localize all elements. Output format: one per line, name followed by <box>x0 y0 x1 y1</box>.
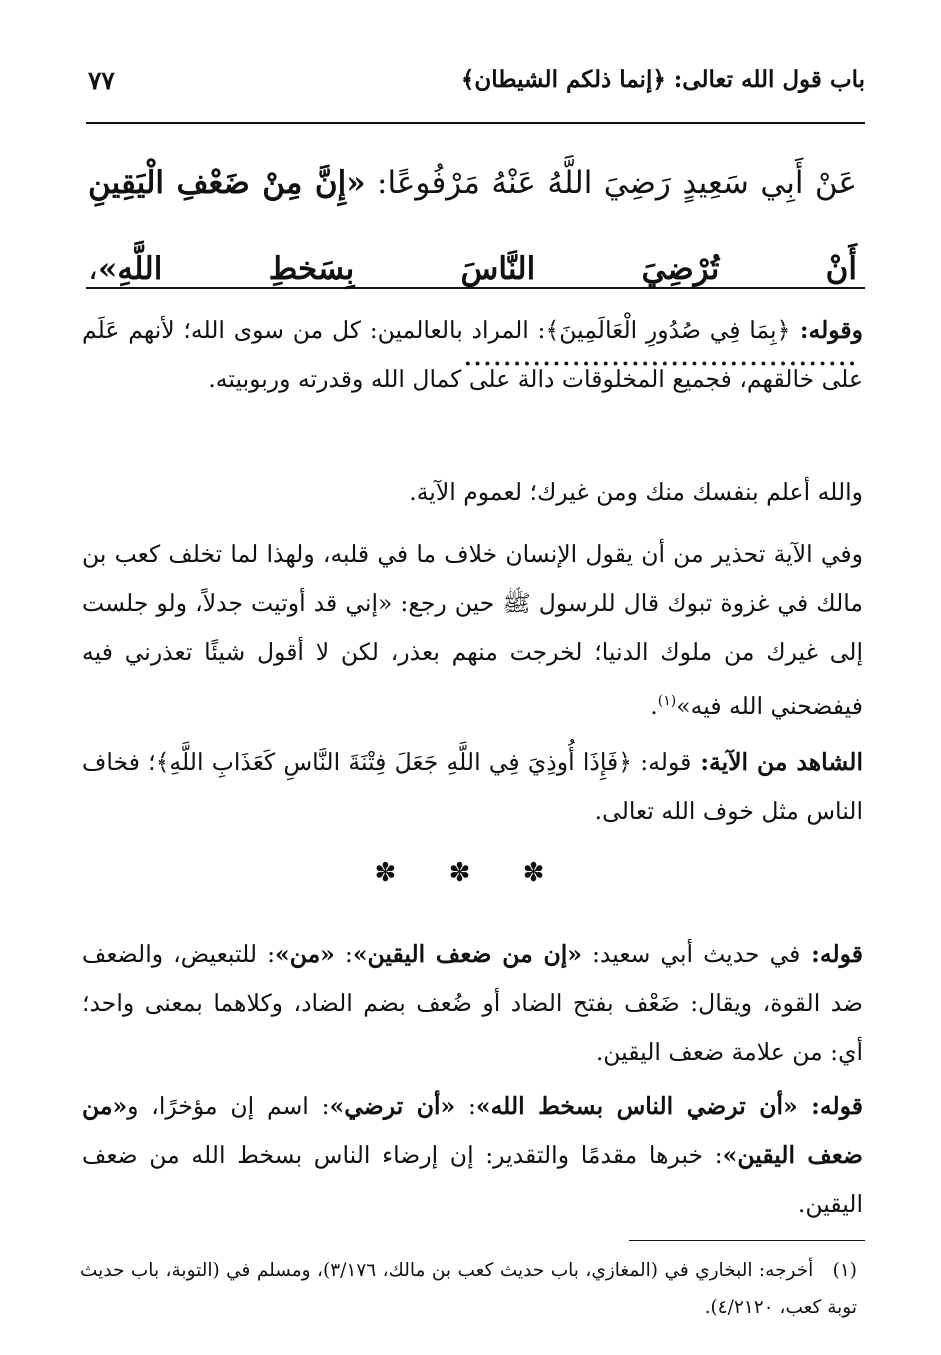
paragraph-6-e: «من ضعف اليقين» <box>82 1092 863 1169</box>
paragraph-6-c: «أن ترضي» <box>329 1092 456 1120</box>
footnote-text: أخرجه: البخاري في (المغازي، باب حديث كعب بن مالك، ٣/١٧٦)، ومسلم في (التوبة، باب حديث توبة كعب، ٤/٢١٢٠). <box>80 1260 857 1318</box>
paragraph-1 <box>82 306 863 404</box>
paragraph-6-f: : خبرها مقدمًا والتقدير: إن إرضاء الناس بسخط الله من ضعف اليقين. <box>82 1141 863 1218</box>
paragraph-4-text: قوله: ﴿فَإِذَا أُوذِيَ فِي اللَّهِ جَعَلَ فِتْنَةَ النَّاسِ كَعَذَابِ اللَّهِ﴾؛ فخاف الناس مثل خوف الله تعالى. <box>82 748 863 825</box>
paragraph-6-a: «أن ترضي الناس بسخط الله» <box>475 1092 798 1120</box>
hadith-quote: «إِنَّ مِنْ ضَعْفِ الْيَقِينِ أَنْ تُرْضِيَ النَّاسَ بِسَخطِ اللَّهِ» <box>88 165 857 287</box>
page-header <box>88 66 865 110</box>
paragraph-6-b: : <box>455 1092 476 1120</box>
footnote <box>80 1252 857 1326</box>
paragraph-6-lead: قوله: <box>797 1092 863 1120</box>
paragraph-3-text: وفي الآية تحذير من أن يقول الإنسان خلاف ما في قلبه، ولهذا لما تخلف كعب بن مالك في غزوة تبوك قال للرسول ﷺ حين رجع: «إني قد أوتيت جدلاً، ولو جلست إلى غيرك من ملوك الدنيا؛ لخرجت منهم بعذر، لكن لا أقول شيئًا تعذرني فيه فيفضحني الله فيه» <box>82 540 863 720</box>
paragraph-2-text: والله أعلم بنفسك منك ومن غيرك؛ لعموم الآية. <box>409 478 863 506</box>
paragraph-3 <box>82 530 863 731</box>
paragraph-6 <box>82 1082 863 1229</box>
paragraph-5-c: : <box>334 940 353 968</box>
paragraph-1-text: ﴿بِمَا فِي صُدُورِ الْعَالَمِينَ﴾: المراد بالعالمين: كل من سوى الله؛ لأنهم عَلَم على خالقهم، فجميع المخلوقات دالة على كمال الله وقدرته وربوبيته. <box>82 316 863 393</box>
paragraph-5-a: في حديث أبي سعيد: <box>581 940 801 968</box>
paragraph-5-e: : للتبعيض، والضعف ضد القوة، ويقال: ضَعْف بفتح الضاد أو ضُعف بضم الضاد، وكلاهما بمعنى واحد؛ أي: من علامة ضعف اليقين. <box>82 940 863 1066</box>
hadith-dots: ، ........................................ <box>88 251 857 373</box>
paragraph-4-lead: الشاهد من الآية: <box>691 748 863 776</box>
section-divider-stars: ✽ ✽ ✽ <box>374 858 567 888</box>
page-number: ٧٧ <box>88 66 115 95</box>
paragraph-5 <box>82 930 863 1077</box>
footnote-reference: (١) <box>657 693 677 709</box>
running-head: باب قول الله تعالى: ﴿إنما ذلكم الشيطان﴾ <box>460 66 865 93</box>
footnote-rule <box>629 1240 865 1241</box>
paragraph-3-end: . <box>650 691 658 720</box>
paragraph-5-lead: قوله: <box>800 940 863 968</box>
hadith-intro: عَنْ أَبِي سَعِيدٍ رَضِيَ اللَّهُ عَنْهُ مَرْفُوعًا: <box>365 165 858 201</box>
paragraph-4 <box>82 738 863 836</box>
paragraph-6-d: : اسم إن مؤخرًا، و <box>127 1092 330 1120</box>
header-rule <box>86 122 865 124</box>
paragraph-5-d: «من» <box>275 940 335 968</box>
paragraph-2 <box>82 468 863 517</box>
hadith-rule <box>86 287 865 289</box>
paragraph-5-b: «إن من ضعف اليقين» <box>352 940 582 968</box>
paragraph-1-lead: وقوله: <box>790 316 864 344</box>
footnote-number: (١) <box>832 1260 857 1281</box>
